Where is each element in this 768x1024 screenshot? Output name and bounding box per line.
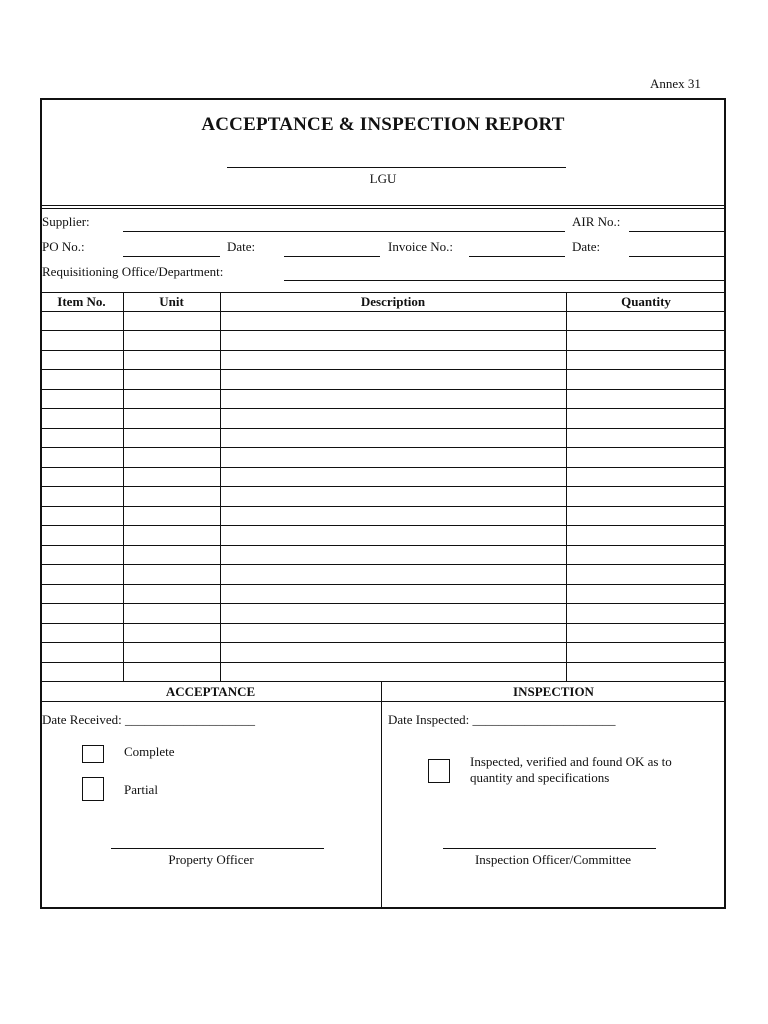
po-date-field[interactable] — [284, 256, 380, 257]
col-header-item-no: Item No. — [57, 294, 106, 309]
table-row[interactable] — [40, 623, 726, 624]
table-row[interactable] — [40, 330, 726, 331]
po-no-field[interactable] — [123, 256, 220, 257]
invoice-no-field[interactable] — [469, 256, 565, 257]
partial-checkbox[interactable] — [82, 777, 104, 801]
header-divider-bottom — [40, 208, 726, 209]
complete-label: Complete — [124, 744, 175, 759]
invoice-date-field[interactable] — [629, 256, 725, 257]
inspection-officer-label: Inspection Officer/Committee — [474, 852, 632, 867]
section-header-bottom — [40, 701, 726, 702]
section-column-divider — [381, 681, 382, 909]
po-no-label: PO No.: — [42, 239, 85, 254]
property-officer-signature-line — [111, 848, 324, 849]
po-date-label: Date: — [227, 239, 256, 254]
inspection-statement-line2: quantity and specifications — [470, 770, 610, 785]
table-row[interactable] — [40, 642, 726, 643]
table-row[interactable] — [40, 389, 726, 390]
inspected-checkbox[interactable] — [428, 759, 450, 783]
supplier-label: Supplier: — [42, 214, 90, 229]
table-top-border — [40, 292, 726, 293]
date-received-field[interactable]: Date Received: ____________________ — [42, 712, 256, 727]
requisitioning-label: Requisitioning Office/Department: — [42, 264, 224, 279]
table-row[interactable] — [40, 545, 726, 546]
inspection-statement-line1: Inspected, verified and found OK as to — [470, 754, 672, 769]
table-row[interactable] — [40, 369, 726, 370]
invoice-date-label: Date: — [572, 239, 601, 254]
col-header-quantity: Quantity — [621, 294, 671, 309]
table-row[interactable] — [40, 564, 726, 565]
table-row[interactable] — [40, 525, 726, 526]
invoice-no-label: Invoice No.: — [388, 239, 453, 254]
table-row[interactable] — [40, 428, 726, 429]
requisitioning-field[interactable] — [284, 280, 725, 281]
table-row[interactable] — [40, 584, 726, 585]
col-header-description: Description — [360, 294, 426, 309]
inspection-heading: INSPECTION — [513, 684, 594, 699]
col-header-unit: Unit — [159, 294, 184, 309]
lgu-label: LGU — [369, 171, 397, 186]
table-row[interactable] — [40, 447, 726, 448]
section-divider-top — [40, 681, 726, 682]
col-divider-quantity — [566, 292, 567, 681]
header-divider-top — [40, 205, 726, 206]
table-row[interactable] — [40, 506, 726, 507]
report-title: ACCEPTANCE & INSPECTION REPORT — [201, 114, 565, 135]
table-row[interactable] — [40, 662, 726, 663]
air-no-field[interactable] — [629, 231, 725, 232]
supplier-field[interactable] — [123, 231, 565, 232]
table-row[interactable] — [40, 408, 726, 409]
table-row[interactable] — [40, 350, 726, 351]
acceptance-heading: ACCEPTANCE — [165, 684, 256, 699]
air-no-label: AIR No.: — [572, 214, 621, 229]
table-row[interactable] — [40, 311, 726, 312]
complete-checkbox[interactable] — [82, 745, 104, 763]
lgu-signature-line — [227, 167, 566, 168]
col-divider-unit — [123, 292, 124, 681]
table-row[interactable] — [40, 486, 726, 487]
table-row[interactable] — [40, 467, 726, 468]
annex-label: Annex 31 — [650, 76, 701, 91]
table-row[interactable] — [40, 603, 726, 604]
property-officer-label: Property Officer — [168, 852, 254, 867]
partial-label: Partial — [124, 782, 158, 797]
inspection-officer-signature-line — [443, 848, 656, 849]
date-inspected-field[interactable]: Date Inspected: ______________________ — [388, 712, 616, 727]
col-divider-description — [220, 292, 221, 681]
